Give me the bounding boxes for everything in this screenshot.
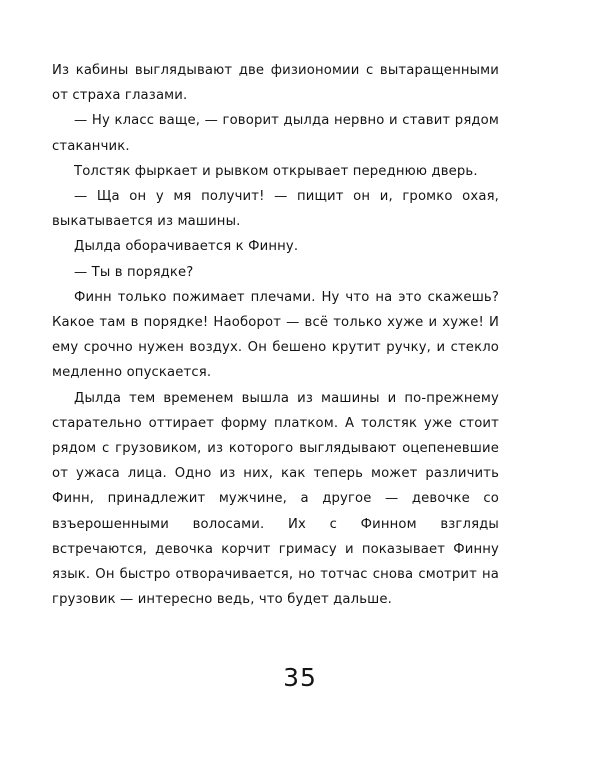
paragraph: Дылда тем временем вышла из машины и по-прежнему старательно оттирает форму платком. А толстяк уже стоит рядом с грузовиком, из которого выглядывают оцепеневшие от ужаса лица. Одно из них, как теперь может различить Финн, принадлежит мужчине, а другое — девочке со взъерошенными волосами. Их с Финном взгляды встречаются, девочка корчит гримасу и показывает Финну язык. Он быстро отворачивается, но тотчас снова смотрит на грузовик — интересно ведь, что будет дальше. (52, 390, 499, 608)
paragraph: — Ну класс ваще, — говорит дылда нервно и ставит рядом стаканчик. (52, 113, 499, 154)
paragraph: Толстяк фыркает и рывком открывает переднюю дверь. (74, 163, 478, 179)
page-number: 35 (283, 663, 317, 692)
paragraph: Финн только пожимает плечами. Ну что на это скажешь? Какое там в порядке! Наоборот — всё только хуже и хуже! И ему срочно нужен воздух. Он бешено крутит ручку, и стекло медленно опускается. (52, 289, 499, 381)
paragraph: — Ща он у мя получит! — пищит он и, громко охая, выкатывается из машины. (52, 189, 499, 230)
paragraph: Дылда оборачивается к Финну. (74, 239, 299, 255)
paragraph: — Ты в порядке? (74, 264, 194, 280)
body-text-column (52, 58, 499, 612)
paragraph: Из кабины выглядывают две физиономии с вытаращенными от страха глазами. (52, 63, 499, 104)
